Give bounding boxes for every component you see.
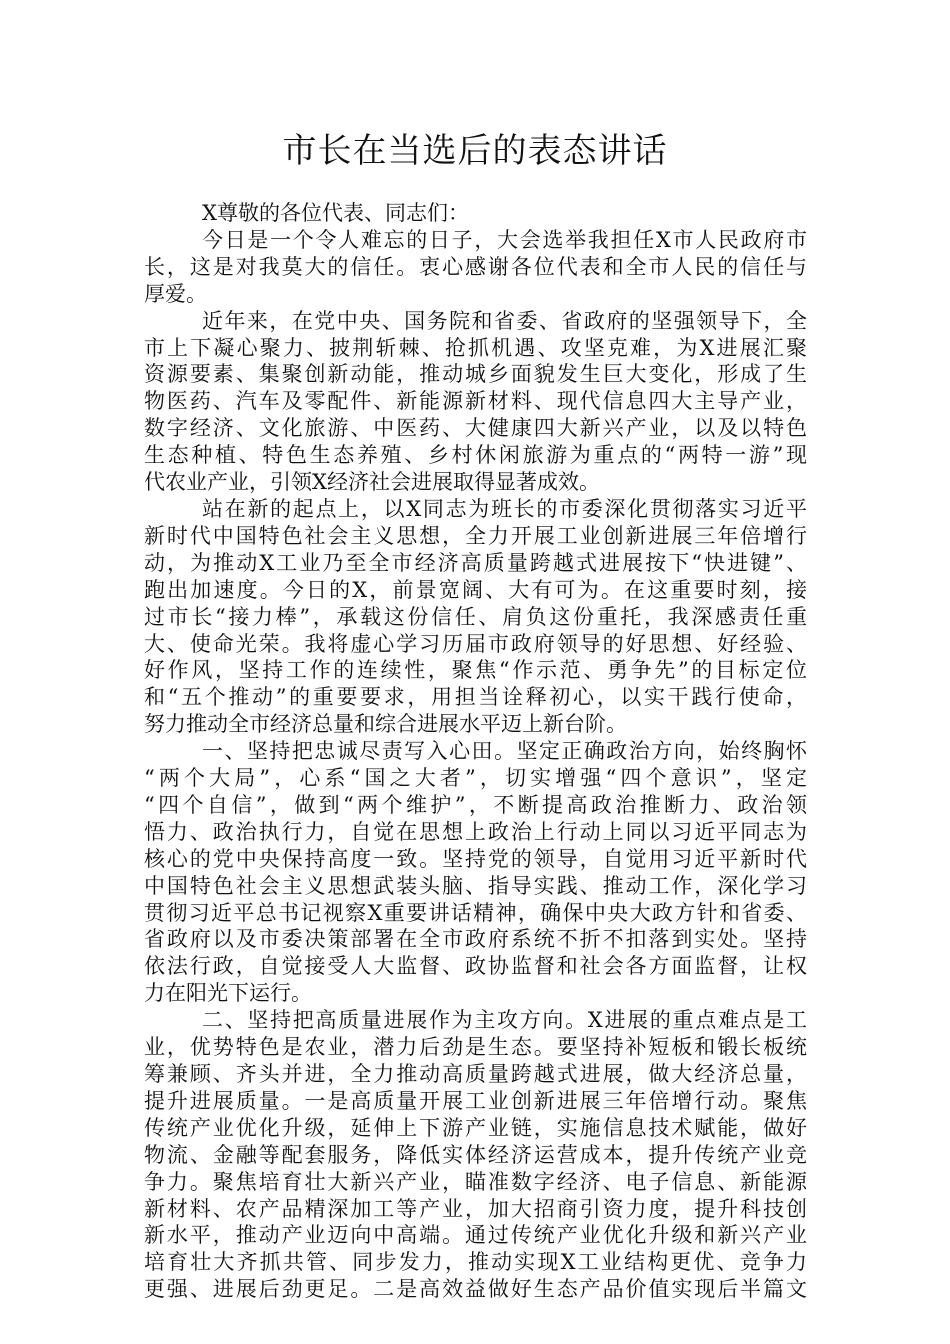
body-line: 生态种植、特色生态养殖、乡村休闲旅游为重点的“两特一游”现 [144, 443, 807, 468]
document-body [144, 200, 807, 1303]
body-line: 代农业产业，引领X经济社会进展取得显著成效。 [144, 470, 600, 495]
body-line: 物医药、汽车及零配件、新能源新材料、现代信息四大主导产业， [144, 389, 807, 414]
body-line: 业，优势特色是农业，潜力后劲是生态。要坚持补短板和锻长板统 [144, 1035, 807, 1060]
body-line: 悟力、政治执行力，自觉在思想上政治上行动上同以习近平同志为 [144, 819, 807, 844]
body-line: 新时代中国特色社会主义思想，全力开展工业创新进展三年倍增行 [144, 523, 807, 548]
body-line: 近年来，在党中央、国务院和省委、省政府的坚强领导下，全 [202, 308, 807, 333]
body-line: 过市长“接力棒”，承载这份信任、肩负这份重托，我深感责任重 [144, 604, 807, 629]
body-line: 动，为推动X工业乃至全市经济高质量跨越式进展按下“快进键”、 [144, 550, 807, 575]
body-line: 站在新的起点上，以X同志为班长的市委深化贯彻落实习近平 [202, 496, 807, 521]
body-line: 培育壮大齐抓共管、同步发力，推动实现X工业结构更优、竞争力 [144, 1250, 807, 1275]
body-line: 数字经济、文化旅游、中医药、大健康四大新兴产业，以及以特色 [144, 416, 807, 441]
body-line: “四个自信”，做到“两个维护”，不断提高政治推断力、政治领 [144, 792, 807, 817]
body-line: 跑出加速度。今日的X，前景宽阔、大有可为。在这重要时刻，接 [144, 577, 807, 602]
body-line: 中国特色社会主义思想武装头脑、指导实践、推动工作，深化学习 [144, 873, 807, 898]
body-line: 大、使命光荣。我将虚心学习历届市政府领导的好思想、好经验、 [144, 631, 807, 656]
body-line: 和“五个推动”的重要要求，用担当诠释初心，以实干践行使命， [144, 685, 807, 710]
body-line: 传统产业优化升级，延伸上下游产业链，实施信息技术赋能，做好 [144, 1115, 807, 1140]
body-line: 提升进展质量。一是高质量开展工业创新进展三年倍增行动。聚焦 [144, 1088, 807, 1113]
body-line: 省政府以及市委决策部署在全市政府系统不折不扣落到实处。坚持 [144, 927, 807, 952]
body-line: 力在阳光下运行。 [144, 981, 312, 1006]
body-line: 争力。聚焦培育壮大新兴产业，瞄准数字经济、电子信息、新能源 [144, 1169, 807, 1194]
body-line: 厚爱。 [144, 281, 207, 306]
body-line: 二、坚持把高质量进展作为主攻方向。X进展的重点难点是工 [202, 1008, 807, 1033]
body-line: 努力推动全市经济总量和综合进展水平迈上新台阶。 [144, 712, 627, 737]
document-title: 市长在当选后的表态讲话 [282, 131, 668, 171]
body-line: 好作风，坚持工作的连续性，聚焦“作示范、勇争先”的目标定位 [144, 658, 807, 683]
body-line: 一、坚持把忠诚尽责写入心田。坚定正确政治方向，始终胸怀 [202, 739, 807, 764]
body-line: 资源要素、集聚创新动能，推动城乡面貌发生巨大变化，形成了生 [144, 362, 807, 387]
body-line: X尊敬的各位代表、同志们： [202, 201, 469, 225]
body-line: 新材料、农产品精深加工等产业，加大招商引资力度，提升科技创 [144, 1196, 807, 1221]
body-line: 筹兼顾、齐头并进，全力推动高质量跨越式进展，做大经济总量， [144, 1062, 807, 1086]
body-line: 核心的党中央保持高度一致。坚持党的领导，自觉用习近平新时代 [144, 846, 807, 871]
body-line: 物流、金融等配套服务，降低实体经济运营成本，提升传统产业竞 [144, 1142, 807, 1167]
body-line: “两个大局”，心系“国之大者”，切实增强“四个意识”，坚定 [144, 766, 807, 791]
body-line: 依法行政，自觉接受人大监督、政协监督和社会各方面监督，让权 [144, 954, 807, 979]
body-line: 更强、进展后劲更足。二是高效益做好生态产品价值实现后半篇文 [144, 1277, 807, 1302]
body-line: 新水平，推动产业迈向中高端。通过传统产业优化升级和新兴产业 [144, 1223, 807, 1248]
body-line: 长，这是对我莫大的信任。衷心感谢各位代表和全市人民的信任与 [144, 254, 807, 279]
body-line: 今日是一个令人难忘的日子，大会选举我担任X市人民政府市 [202, 227, 807, 252]
body-line: 贯彻习近平总书记视察X重要讲话精神，确保中央大政方针和省委、 [144, 900, 807, 925]
body-line: 市上下凝心聚力、披荆斩棘、抢抓机遇、攻坚克难，为X进展汇聚 [144, 335, 807, 360]
